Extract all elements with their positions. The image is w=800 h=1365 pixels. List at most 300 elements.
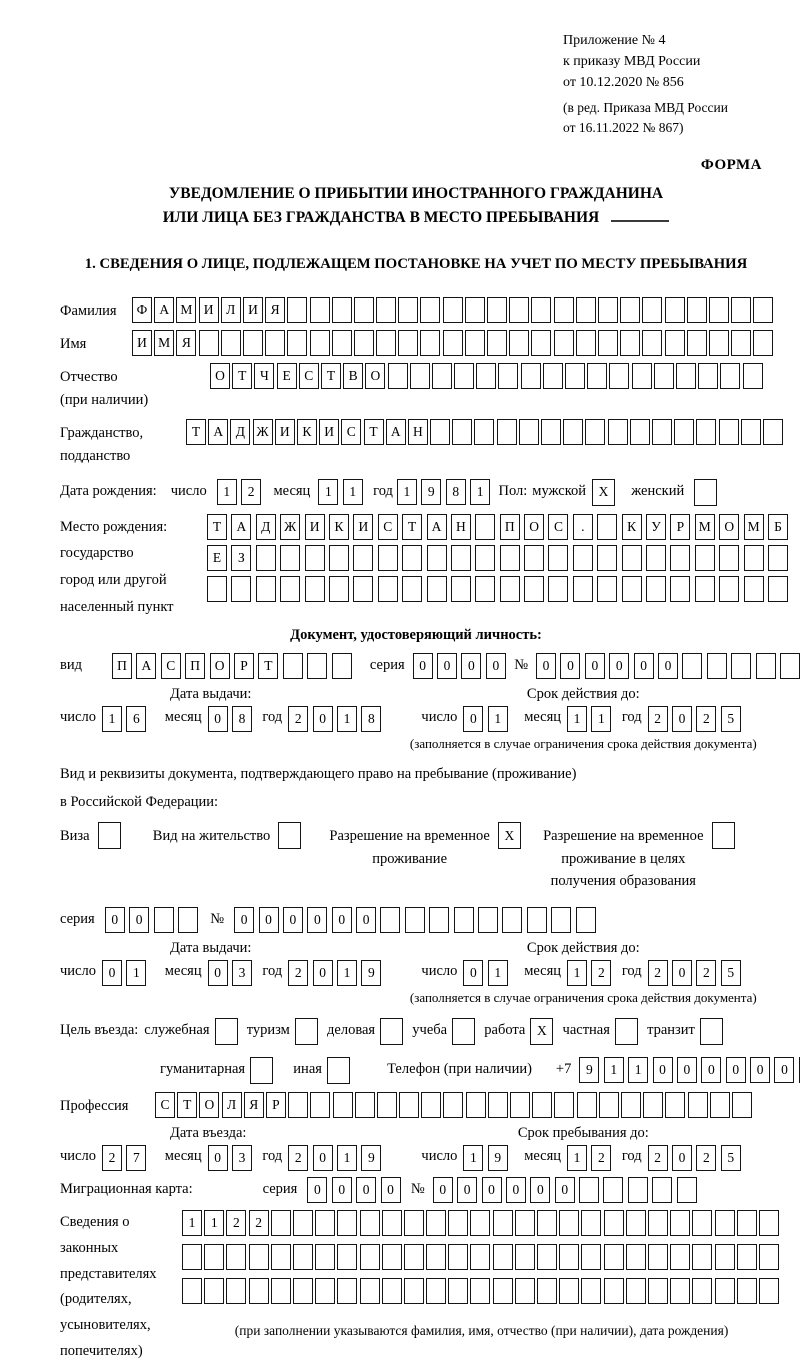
representatives-cell[interactable]: [604, 1244, 624, 1270]
permit-expiry-year-cell[interactable]: 0: [672, 960, 692, 986]
profession-cell[interactable]: [421, 1092, 441, 1118]
birth-place-cell[interactable]: И: [353, 514, 373, 540]
representatives-cell[interactable]: [715, 1244, 735, 1270]
surname-cell[interactable]: [731, 297, 751, 323]
patronymic-cell[interactable]: [743, 363, 763, 389]
doc-number-cell[interactable]: 0: [536, 653, 556, 679]
phone-cell[interactable]: 0: [677, 1057, 697, 1083]
surname-cell[interactable]: [310, 297, 330, 323]
stay-day-cell[interactable]: 1: [463, 1145, 483, 1171]
representatives-cell[interactable]: [692, 1210, 712, 1236]
patronymic-cell[interactable]: [632, 363, 652, 389]
surname-cell[interactable]: [531, 297, 551, 323]
representatives-cell[interactable]: [692, 1278, 712, 1304]
birth-place-cell[interactable]: [622, 576, 642, 602]
citizenship-cell[interactable]: [585, 419, 605, 445]
birth-place-cell[interactable]: Р: [670, 514, 690, 540]
surname-cell[interactable]: М: [176, 297, 196, 323]
citizenship-cell[interactable]: Д: [230, 419, 250, 445]
doc-type-cell[interactable]: [283, 653, 303, 679]
migration-number-cell[interactable]: [603, 1177, 623, 1203]
phone-cell[interactable]: 0: [653, 1057, 673, 1083]
first-name-cell[interactable]: Я: [176, 330, 196, 356]
birth-place-cell[interactable]: [695, 576, 715, 602]
birth-place-cell[interactable]: [256, 576, 276, 602]
representatives-cell[interactable]: [448, 1210, 468, 1236]
representatives-cell[interactable]: 2: [249, 1210, 269, 1236]
doc-number-cell[interactable]: 0: [585, 653, 605, 679]
doc-number-cell[interactable]: 0: [658, 653, 678, 679]
issue-day-cell[interactable]: 1: [102, 706, 122, 732]
first-name-cell[interactable]: [487, 330, 507, 356]
doc-type-cell[interactable]: О: [210, 653, 230, 679]
birth-year-cell[interactable]: 9: [421, 479, 441, 505]
permit-issue-day-cell[interactable]: 1: [126, 960, 146, 986]
first-name-cell[interactable]: [642, 330, 662, 356]
birth-place-cell[interactable]: [451, 545, 471, 571]
surname-cell[interactable]: [354, 297, 374, 323]
migration-number-cell[interactable]: 0: [457, 1177, 477, 1203]
purpose-official-checkbox[interactable]: [215, 1018, 238, 1045]
permit-issue-year-cell[interactable]: 0: [313, 960, 333, 986]
purpose-transit[interactable]: [647, 1018, 725, 1045]
permit-number-cell[interactable]: [527, 907, 547, 933]
profession-cell[interactable]: [288, 1092, 308, 1118]
birth-place-cell[interactable]: [305, 545, 325, 571]
phone-cell[interactable]: 1: [628, 1057, 648, 1083]
purpose-business-checkbox[interactable]: [380, 1018, 403, 1045]
birth-place-cell[interactable]: [744, 576, 764, 602]
first-name-cell[interactable]: [465, 330, 485, 356]
migration-series-cell[interactable]: 0: [332, 1177, 352, 1203]
citizenship-cell[interactable]: [696, 419, 716, 445]
purpose-transit-checkbox[interactable]: [700, 1018, 723, 1045]
entry-year-cell[interactable]: 2: [288, 1145, 308, 1171]
surname-cell[interactable]: [443, 297, 463, 323]
representatives-cell[interactable]: [426, 1278, 446, 1304]
patronymic-cell[interactable]: [476, 363, 496, 389]
patronymic-cell[interactable]: [388, 363, 408, 389]
permit-expiry-year-cell[interactable]: 2: [696, 960, 716, 986]
representatives-cell[interactable]: [515, 1210, 535, 1236]
patronymic-cell[interactable]: [521, 363, 541, 389]
permit-number-cell[interactable]: [429, 907, 449, 933]
representatives-cell[interactable]: [537, 1210, 557, 1236]
first-name-cell[interactable]: [443, 330, 463, 356]
representatives-cell[interactable]: [204, 1244, 224, 1270]
doc-number-cell[interactable]: [682, 653, 702, 679]
birth-place-cell[interactable]: [280, 576, 300, 602]
first-name-cell[interactable]: [332, 330, 352, 356]
purpose-tourism-checkbox[interactable]: [295, 1018, 318, 1045]
surname-cell[interactable]: [709, 297, 729, 323]
birth-month-cell[interactable]: 1: [343, 479, 363, 505]
first-name-cell[interactable]: М: [154, 330, 174, 356]
birth-place-cell[interactable]: Е: [207, 545, 227, 571]
profession-cell[interactable]: [355, 1092, 375, 1118]
profession-cell[interactable]: [710, 1092, 730, 1118]
patronymic-cell[interactable]: [432, 363, 452, 389]
citizenship-cell[interactable]: [541, 419, 561, 445]
birth-place-cell[interactable]: З: [231, 545, 251, 571]
doc-series-cell[interactable]: 0: [486, 653, 506, 679]
surname-cell[interactable]: Ф: [132, 297, 152, 323]
representatives-cell[interactable]: [226, 1278, 246, 1304]
birth-place-cell[interactable]: К: [622, 514, 642, 540]
permit-series-cell[interactable]: 0: [129, 907, 149, 933]
title-blank-line[interactable]: [611, 207, 669, 222]
entry-year-cell[interactable]: 1: [337, 1145, 357, 1171]
surname-cell[interactable]: [465, 297, 485, 323]
representatives-cell[interactable]: [537, 1244, 557, 1270]
birth-place-cell[interactable]: Ж: [280, 514, 300, 540]
birth-place-cell[interactable]: [646, 576, 666, 602]
citizenship-cell[interactable]: [763, 419, 783, 445]
migration-series-cell[interactable]: 0: [381, 1177, 401, 1203]
permit-number-cell[interactable]: 0: [234, 907, 254, 933]
first-name-cell[interactable]: [310, 330, 330, 356]
birth-month-cell[interactable]: 1: [318, 479, 338, 505]
surname-cell[interactable]: [332, 297, 352, 323]
expiry-day-cell[interactable]: 0: [463, 706, 483, 732]
option-temp-permit-education[interactable]: [543, 822, 737, 892]
birth-place-cell[interactable]: [744, 545, 764, 571]
profession-cell[interactable]: [599, 1092, 619, 1118]
purpose-study-checkbox[interactable]: [452, 1018, 475, 1045]
representatives-cell[interactable]: [626, 1210, 646, 1236]
doc-number-cell[interactable]: 0: [609, 653, 629, 679]
birth-place-cell[interactable]: [548, 576, 568, 602]
profession-cell[interactable]: С: [155, 1092, 175, 1118]
representatives-cell[interactable]: [737, 1210, 757, 1236]
representatives-cell[interactable]: [737, 1244, 757, 1270]
permit-number-cell[interactable]: [380, 907, 400, 933]
doc-type-cell[interactable]: П: [185, 653, 205, 679]
birth-place-cell[interactable]: Н: [451, 514, 471, 540]
surname-cell[interactable]: [420, 297, 440, 323]
representatives-cell[interactable]: [315, 1210, 335, 1236]
permit-expiry-day-cell[interactable]: 1: [488, 960, 508, 986]
stay-month-cell[interactable]: 1: [567, 1145, 587, 1171]
birth-place-cell[interactable]: [597, 514, 617, 540]
representatives-cell[interactable]: 1: [182, 1210, 202, 1236]
representatives-cell[interactable]: [604, 1210, 624, 1236]
migration-number-cell[interactable]: 0: [530, 1177, 550, 1203]
patronymic-cell[interactable]: [720, 363, 740, 389]
representatives-cell[interactable]: [293, 1210, 313, 1236]
issue-year-cell[interactable]: 1: [337, 706, 357, 732]
birth-place-cell[interactable]: У: [646, 514, 666, 540]
representatives-cell[interactable]: [404, 1278, 424, 1304]
representatives-cell[interactable]: [626, 1278, 646, 1304]
purpose-tourism[interactable]: [247, 1018, 320, 1045]
birth-place-cell[interactable]: [402, 576, 422, 602]
visa-checkbox[interactable]: [98, 822, 121, 849]
birth-place-cell[interactable]: О: [719, 514, 739, 540]
doc-series-cell[interactable]: 0: [437, 653, 457, 679]
profession-cell[interactable]: [577, 1092, 597, 1118]
birth-place-cell[interactable]: .: [573, 514, 593, 540]
representatives-cell[interactable]: [204, 1278, 224, 1304]
citizenship-cell[interactable]: Ж: [253, 419, 273, 445]
representatives-cell[interactable]: [581, 1278, 601, 1304]
permit-issue-day-cell[interactable]: 0: [102, 960, 122, 986]
birth-place-cell[interactable]: [524, 545, 544, 571]
birth-place-cell[interactable]: [500, 576, 520, 602]
patronymic-cell[interactable]: [676, 363, 696, 389]
representatives-cell[interactable]: [559, 1244, 579, 1270]
birth-place-cell[interactable]: [353, 545, 373, 571]
permit-number-cell[interactable]: [576, 907, 596, 933]
citizenship-cell[interactable]: [719, 419, 739, 445]
birth-place-cell[interactable]: [427, 576, 447, 602]
birth-place-cell[interactable]: Б: [768, 514, 788, 540]
representatives-cell[interactable]: [759, 1244, 779, 1270]
patronymic-cell[interactable]: О: [210, 363, 230, 389]
representatives-cell[interactable]: [493, 1278, 513, 1304]
representatives-cell[interactable]: [404, 1244, 424, 1270]
representatives-cell[interactable]: [493, 1244, 513, 1270]
purpose-work[interactable]: [484, 1018, 555, 1045]
representatives-cell[interactable]: [759, 1210, 779, 1236]
profession-cell[interactable]: Т: [177, 1092, 197, 1118]
phone-cell[interactable]: 0: [774, 1057, 794, 1083]
expiry-month-cell[interactable]: 1: [591, 706, 611, 732]
surname-cell[interactable]: [576, 297, 596, 323]
first-name-cell[interactable]: [354, 330, 374, 356]
citizenship-cell[interactable]: И: [319, 419, 339, 445]
profession-cell[interactable]: [554, 1092, 574, 1118]
permit-number-cell[interactable]: [478, 907, 498, 933]
birth-place-cell[interactable]: О: [524, 514, 544, 540]
permit-issue-month-cell[interactable]: 0: [208, 960, 228, 986]
representatives-cell[interactable]: [271, 1210, 291, 1236]
representatives-cell[interactable]: [737, 1278, 757, 1304]
citizenship-cell[interactable]: Т: [186, 419, 206, 445]
profession-cell[interactable]: [665, 1092, 685, 1118]
surname-cell[interactable]: [376, 297, 396, 323]
patronymic-cell[interactable]: [587, 363, 607, 389]
surname-cell[interactable]: [753, 297, 773, 323]
representatives-cell[interactable]: [448, 1278, 468, 1304]
birth-year-cell[interactable]: 1: [470, 479, 490, 505]
phone-cell[interactable]: 1: [604, 1057, 624, 1083]
representatives-cell[interactable]: [182, 1278, 202, 1304]
citizenship-cell[interactable]: [563, 419, 583, 445]
migration-number-cell[interactable]: [579, 1177, 599, 1203]
representatives-cell[interactable]: [604, 1278, 624, 1304]
representatives-cell[interactable]: [537, 1278, 557, 1304]
birth-place-cell[interactable]: [500, 545, 520, 571]
surname-cell[interactable]: [642, 297, 662, 323]
phone-cell[interactable]: 0: [750, 1057, 770, 1083]
citizenship-cell[interactable]: А: [386, 419, 406, 445]
patronymic-cell[interactable]: [543, 363, 563, 389]
patronymic-cell[interactable]: С: [299, 363, 319, 389]
doc-type-cell[interactable]: П: [112, 653, 132, 679]
entry-day-cell[interactable]: 7: [126, 1145, 146, 1171]
representatives-cell[interactable]: [315, 1244, 335, 1270]
profession-cell[interactable]: Я: [244, 1092, 264, 1118]
issue-month-cell[interactable]: 8: [232, 706, 252, 732]
profession-cell[interactable]: [510, 1092, 530, 1118]
sex-male-checkbox[interactable]: X: [592, 479, 615, 506]
first-name-cell[interactable]: [265, 330, 285, 356]
birth-place-cell[interactable]: [622, 545, 642, 571]
entry-day-cell[interactable]: 2: [102, 1145, 122, 1171]
profession-cell[interactable]: Л: [222, 1092, 242, 1118]
birth-place-cell[interactable]: [427, 545, 447, 571]
residence-permit-checkbox[interactable]: [278, 822, 301, 849]
representatives-cell[interactable]: [360, 1210, 380, 1236]
patronymic-cell[interactable]: [410, 363, 430, 389]
representatives-cell[interactable]: [692, 1244, 712, 1270]
citizenship-cell[interactable]: [630, 419, 650, 445]
doc-series-cell[interactable]: 0: [461, 653, 481, 679]
permit-expiry-month-cell[interactable]: 1: [567, 960, 587, 986]
birth-place-cell[interactable]: С: [548, 514, 568, 540]
surname-cell[interactable]: [398, 297, 418, 323]
surname-cell[interactable]: [487, 297, 507, 323]
surname-cell[interactable]: И: [199, 297, 219, 323]
expiry-month-cell[interactable]: 1: [567, 706, 587, 732]
permit-number-cell[interactable]: 0: [356, 907, 376, 933]
birth-place-cell[interactable]: К: [329, 514, 349, 540]
representatives-cell[interactable]: [448, 1244, 468, 1270]
birth-place-cell[interactable]: [670, 576, 690, 602]
patronymic-cell[interactable]: [654, 363, 674, 389]
birth-place-cell[interactable]: [305, 576, 325, 602]
profession-cell[interactable]: [532, 1092, 552, 1118]
migration-number-cell[interactable]: [652, 1177, 672, 1203]
profession-cell[interactable]: Р: [266, 1092, 286, 1118]
citizenship-cell[interactable]: С: [341, 419, 361, 445]
representatives-cell[interactable]: [382, 1210, 402, 1236]
birth-place-cell[interactable]: [329, 545, 349, 571]
representatives-cell[interactable]: [271, 1244, 291, 1270]
option-temp-permit[interactable]: [329, 822, 523, 870]
birth-day-cell[interactable]: 2: [241, 479, 261, 505]
purpose-work-checkbox[interactable]: X: [530, 1018, 553, 1045]
representatives-cell[interactable]: [426, 1244, 446, 1270]
permit-issue-month-cell[interactable]: 3: [232, 960, 252, 986]
citizenship-cell[interactable]: [608, 419, 628, 445]
permit-number-cell[interactable]: [454, 907, 474, 933]
permit-number-cell[interactable]: 0: [332, 907, 352, 933]
citizenship-cell[interactable]: Т: [364, 419, 384, 445]
phone-cell[interactable]: 0: [701, 1057, 721, 1083]
stay-year-cell[interactable]: 0: [672, 1145, 692, 1171]
representatives-cell[interactable]: [493, 1210, 513, 1236]
representatives-cell[interactable]: [648, 1210, 668, 1236]
profession-cell[interactable]: [732, 1092, 752, 1118]
doc-number-cell[interactable]: [756, 653, 776, 679]
option-visa[interactable]: [60, 822, 123, 849]
representatives-cell[interactable]: [337, 1210, 357, 1236]
citizenship-cell[interactable]: [674, 419, 694, 445]
permit-expiry-day-cell[interactable]: 0: [463, 960, 483, 986]
representatives-cell[interactable]: [626, 1244, 646, 1270]
representatives-cell[interactable]: [670, 1210, 690, 1236]
representatives-cell[interactable]: [648, 1244, 668, 1270]
purpose-study[interactable]: [412, 1018, 477, 1045]
temp-permit-checkbox[interactable]: X: [498, 822, 521, 849]
birth-place-cell[interactable]: [597, 545, 617, 571]
birth-place-cell[interactable]: [256, 545, 276, 571]
patronymic-cell[interactable]: [698, 363, 718, 389]
permit-number-cell[interactable]: 0: [307, 907, 327, 933]
representatives-cell[interactable]: [182, 1244, 202, 1270]
birth-place-cell[interactable]: [719, 576, 739, 602]
expiry-year-cell[interactable]: 5: [721, 706, 741, 732]
patronymic-cell[interactable]: В: [343, 363, 363, 389]
stay-day-cell[interactable]: 9: [488, 1145, 508, 1171]
representatives-cell[interactable]: [470, 1244, 490, 1270]
stay-year-cell[interactable]: 2: [648, 1145, 668, 1171]
birth-place-cell[interactable]: М: [695, 514, 715, 540]
doc-number-cell[interactable]: 0: [560, 653, 580, 679]
birth-place-cell[interactable]: А: [427, 514, 447, 540]
entry-month-cell[interactable]: 0: [208, 1145, 228, 1171]
birth-place-cell[interactable]: [475, 576, 495, 602]
representatives-cell[interactable]: [670, 1278, 690, 1304]
representatives-cell[interactable]: [426, 1210, 446, 1236]
representatives-cell[interactable]: [360, 1278, 380, 1304]
expiry-year-cell[interactable]: 2: [648, 706, 668, 732]
representatives-cell[interactable]: [715, 1210, 735, 1236]
permit-number-cell[interactable]: 0: [283, 907, 303, 933]
first-name-cell[interactable]: [531, 330, 551, 356]
representatives-cell[interactable]: [271, 1278, 291, 1304]
issue-day-cell[interactable]: 6: [126, 706, 146, 732]
migration-series-cell[interactable]: 0: [356, 1177, 376, 1203]
permit-number-cell[interactable]: 0: [259, 907, 279, 933]
expiry-year-cell[interactable]: 0: [672, 706, 692, 732]
purpose-private-checkbox[interactable]: [615, 1018, 638, 1045]
purpose-business[interactable]: [327, 1018, 405, 1045]
doc-series-cell[interactable]: 0: [413, 653, 433, 679]
first-name-cell[interactable]: [731, 330, 751, 356]
citizenship-cell[interactable]: [452, 419, 472, 445]
permit-series-cell[interactable]: 0: [105, 907, 125, 933]
migration-number-cell[interactable]: 0: [482, 1177, 502, 1203]
birth-place-cell[interactable]: [280, 545, 300, 571]
representatives-cell[interactable]: [515, 1244, 535, 1270]
migration-number-cell[interactable]: 0: [506, 1177, 526, 1203]
stay-month-cell[interactable]: 2: [591, 1145, 611, 1171]
option-residence-permit[interactable]: [153, 822, 304, 849]
doc-type-cell[interactable]: Т: [258, 653, 278, 679]
temp-permit-edu-checkbox[interactable]: [712, 822, 735, 849]
patronymic-cell[interactable]: Е: [277, 363, 297, 389]
birth-place-cell[interactable]: [768, 545, 788, 571]
doc-type-cell[interactable]: С: [161, 653, 181, 679]
doc-type-cell[interactable]: [332, 653, 352, 679]
profession-cell[interactable]: [399, 1092, 419, 1118]
representatives-cell[interactable]: 1: [204, 1210, 224, 1236]
representatives-cell[interactable]: [315, 1278, 335, 1304]
representatives-cell[interactable]: [559, 1278, 579, 1304]
birth-place-cell[interactable]: Т: [402, 514, 422, 540]
birth-place-cell[interactable]: [378, 545, 398, 571]
issue-year-cell[interactable]: 0: [313, 706, 333, 732]
doc-type-cell[interactable]: Р: [234, 653, 254, 679]
permit-series-cell[interactable]: [154, 907, 174, 933]
representatives-cell[interactable]: [249, 1244, 269, 1270]
representatives-cell[interactable]: [581, 1244, 601, 1270]
profession-cell[interactable]: [310, 1092, 330, 1118]
representatives-cell[interactable]: [715, 1278, 735, 1304]
